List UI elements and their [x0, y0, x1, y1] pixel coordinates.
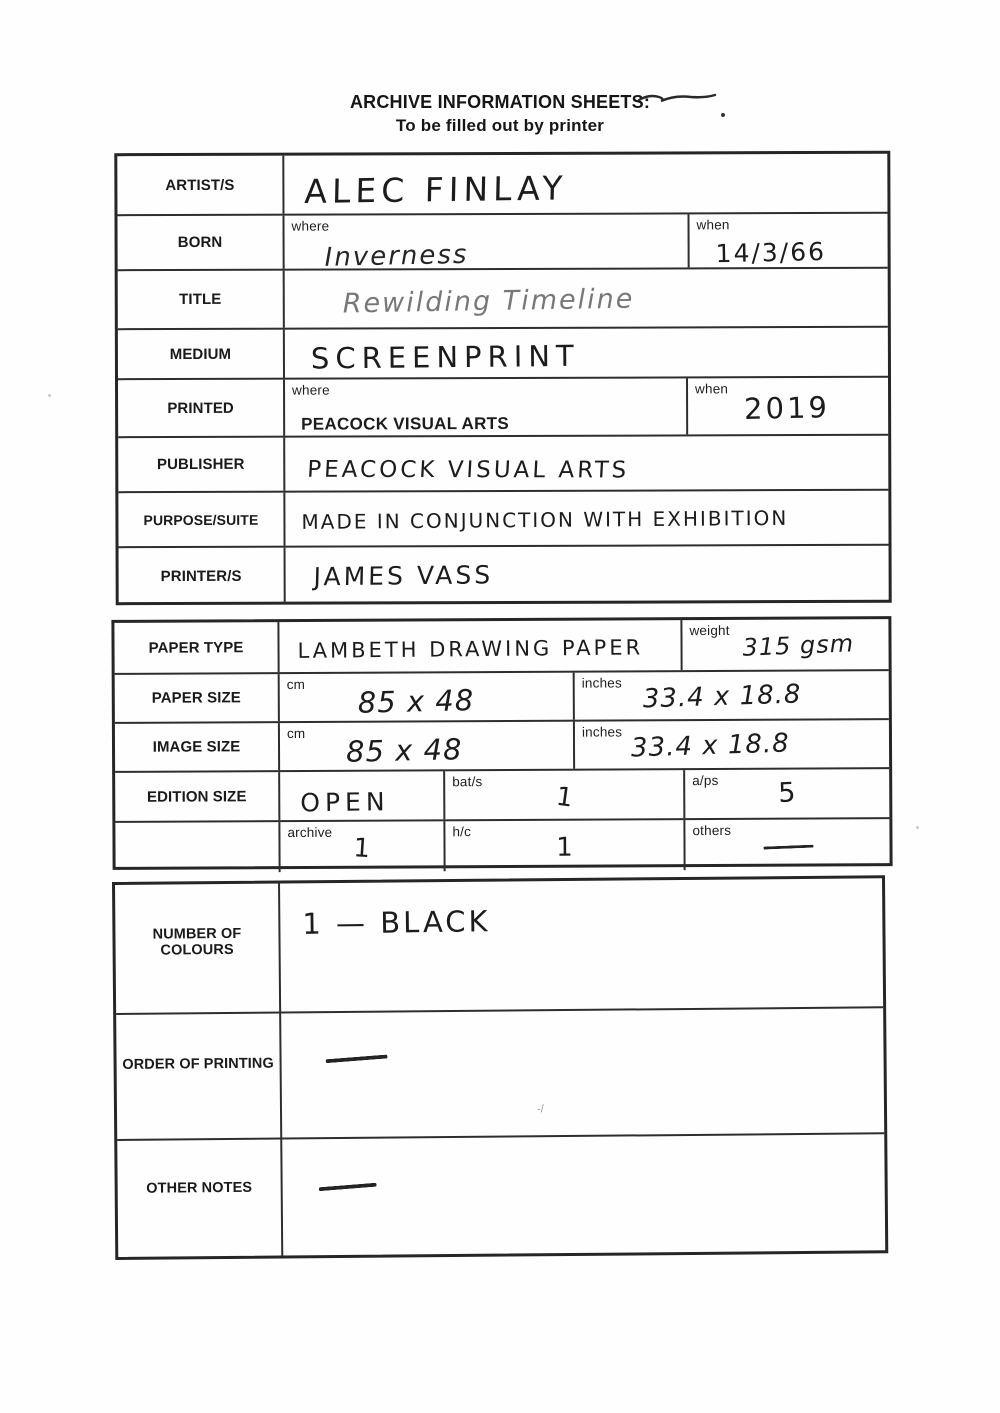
- hc-value: 1: [556, 832, 573, 863]
- bats-cell: [443, 770, 683, 819]
- when-sublabel: when: [695, 381, 729, 397]
- paper-size-row: [115, 671, 889, 724]
- hc-sublabel: h/c: [452, 824, 472, 840]
- purpose-label: PURPOSE/SUITE: [118, 493, 285, 547]
- printed-row: [118, 378, 888, 438]
- ink-scribble-mark: [637, 90, 717, 108]
- others-sublabel: others: [692, 822, 732, 839]
- aps-value: 5: [778, 777, 797, 809]
- weight-cell: [680, 619, 888, 670]
- when-sublabel: when: [696, 217, 730, 233]
- edition-size-value: OPEN: [300, 787, 390, 818]
- paper-type-label: PAPER TYPE: [114, 622, 279, 673]
- proofs-empty-label: [115, 822, 280, 873]
- medium-row: [118, 328, 888, 380]
- born-when-cell: [687, 214, 887, 268]
- paper-type-value: LAMBETH DRAWING PAPER: [297, 635, 644, 663]
- printing-notes-table: [112, 875, 888, 1260]
- archive-value: 1: [352, 833, 372, 865]
- image-size-inches-cell: [573, 720, 889, 769]
- title-value: Rewilding Timeline: [342, 283, 635, 320]
- printed-when-value: 2019: [743, 390, 831, 426]
- edition-size-row: [115, 769, 889, 823]
- number-of-colours-value: 1 — BLACK: [302, 904, 491, 941]
- edition-size-value-cell: [280, 771, 443, 820]
- publisher-value-cell: [285, 436, 888, 491]
- other-notes-value-cell: [282, 1134, 885, 1255]
- born-label: BORN: [117, 216, 284, 270]
- where-sublabel: where: [291, 218, 330, 234]
- other-notes-row: [117, 1134, 885, 1257]
- printers-value: JAMES VASS: [313, 560, 494, 592]
- others-dash-mark: [763, 845, 813, 850]
- bats-sublabel: bat/s: [452, 774, 483, 790]
- cm-sublabel: cm: [286, 725, 306, 742]
- printers-row: [119, 546, 889, 604]
- paper-size-inches-value: 33.4 x 18.8: [642, 679, 802, 715]
- weight-value: 315 gsm: [742, 629, 855, 662]
- paper-size-cm-cell: [280, 673, 573, 721]
- publisher-value: PEACOCK VISUAL ARTS: [306, 456, 630, 484]
- medium-value-cell: [285, 328, 888, 378]
- aps-cell: [683, 769, 889, 818]
- image-size-label: IMAGE SIZE: [115, 723, 280, 771]
- order-of-printing-value-cell: [281, 1008, 884, 1137]
- form-header: [0, 92, 1000, 136]
- other-notes-dash-mark: [319, 1183, 377, 1192]
- paper-size-label: PAPER SIZE: [115, 674, 280, 722]
- image-size-inches-value: 33.4 x 18.8: [630, 728, 791, 764]
- form-subtitle: To be filled out by printer: [395, 116, 605, 135]
- image-size-cm-value: 85 x 48: [345, 732, 463, 769]
- printed-label: PRINTED: [118, 380, 285, 437]
- artist-value-cell: [284, 154, 887, 214]
- number-of-colours-value-cell: [280, 878, 883, 1011]
- artist-details-table: [114, 151, 891, 605]
- publisher-label: PUBLISHER: [118, 438, 285, 492]
- artist-value: ALEC FINLAY: [304, 168, 568, 212]
- paper-size-cm-value: 85 x 48: [357, 683, 475, 720]
- title-row: [118, 269, 888, 330]
- purpose-row: [118, 491, 888, 548]
- title-label: TITLE: [118, 271, 285, 329]
- aps-sublabel: a/ps: [692, 772, 719, 789]
- other-notes-label: OTHER NOTES: [117, 1140, 283, 1257]
- medium-label: MEDIUM: [118, 330, 285, 379]
- order-of-printing-row: [116, 1008, 884, 1141]
- purpose-value: MADE IN CONJUNCTION WITH EXHIBITION: [301, 505, 789, 534]
- weight-sublabel: weight: [689, 622, 730, 639]
- others-cell: [683, 819, 889, 870]
- bats-value: 1: [554, 781, 575, 814]
- number-of-colours-row: [115, 878, 883, 1015]
- paper-details-table: [111, 616, 892, 870]
- paper-type-value-cell: [279, 620, 680, 672]
- printed-where-cell: [285, 378, 686, 435]
- purpose-value-cell: [285, 491, 888, 546]
- born-where-cell: [284, 214, 687, 273]
- paper-type-row: [114, 619, 888, 675]
- artist-label: ARTIST/S: [117, 156, 284, 215]
- born-row: [117, 214, 887, 271]
- image-size-row: [115, 720, 889, 773]
- archive-sublabel: archive: [287, 824, 333, 841]
- paper-speck: [48, 394, 51, 397]
- ink-dot-mark: [721, 113, 725, 117]
- edition-size-label: EDITION SIZE: [115, 772, 280, 821]
- printers-value-cell: [286, 546, 889, 604]
- born-when-value: 14/3/66: [715, 237, 827, 269]
- inches-sublabel: inches: [581, 724, 623, 740]
- born-where-value: Inverness: [324, 239, 469, 273]
- publisher-row: [118, 436, 888, 493]
- printed-where-value: PEACOCK VISUAL ARTS: [301, 413, 510, 434]
- paper-size-inches-cell: [573, 671, 889, 720]
- cm-sublabel: cm: [286, 676, 306, 693]
- number-of-colours-label: NUMBER OF COLOURS: [115, 884, 281, 1013]
- printers-label: PRINTER/S: [119, 548, 286, 605]
- artist-row: [117, 154, 887, 216]
- form-title: ARCHIVE INFORMATION SHEETS:: [349, 92, 651, 112]
- where-sublabel: where: [292, 382, 330, 398]
- paper-speck: [916, 826, 919, 829]
- inches-sublabel: inches: [581, 675, 622, 691]
- order-of-printing-label: ORDER OF PRINTING: [116, 1014, 282, 1139]
- printed-when-cell: [686, 378, 888, 435]
- medium-value: SCREENPRINT: [310, 338, 580, 376]
- proofs-row: [115, 819, 889, 873]
- order-of-printing-dash-mark: [325, 1054, 387, 1063]
- order-faint-pencil-mark: -/: [536, 1103, 544, 1116]
- image-size-cm-cell: [280, 722, 573, 770]
- hc-cell: [443, 820, 683, 871]
- title-value-cell: [285, 269, 888, 328]
- archive-cell: [280, 821, 443, 872]
